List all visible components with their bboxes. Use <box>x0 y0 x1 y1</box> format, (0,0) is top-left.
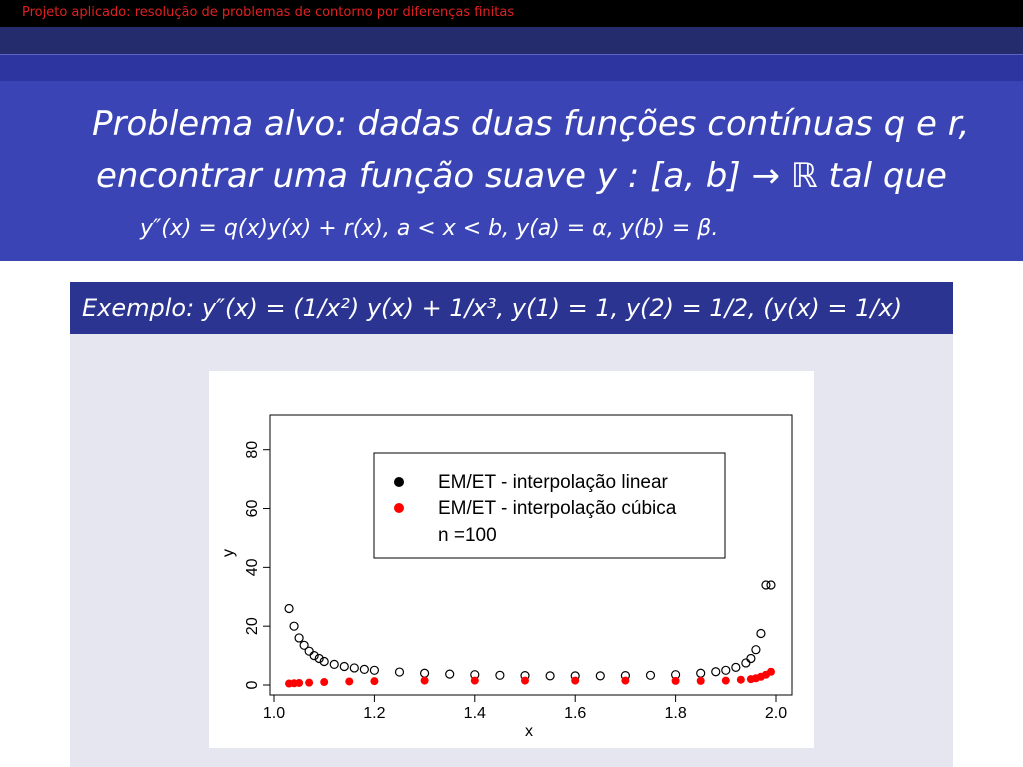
x-tick-label: 1.8 <box>664 705 687 722</box>
point-linear <box>722 666 730 674</box>
title-line-1: Problema alvo: dadas duas funções contínuas q e r, <box>92 104 970 144</box>
point-linear <box>757 630 765 638</box>
x-tick-label: 1.4 <box>463 705 486 722</box>
point-cubic <box>421 677 429 685</box>
point-linear <box>546 672 554 680</box>
point-linear <box>340 662 348 670</box>
point-linear <box>285 605 293 613</box>
header-band-dark <box>0 27 1023 54</box>
point-linear <box>596 672 604 680</box>
point-cubic <box>471 677 479 685</box>
point-linear <box>370 666 378 674</box>
y-tick-label: 60 <box>244 499 261 518</box>
x-axis-label: x <box>525 723 533 740</box>
title-line-2: encontrar uma função suave y : [a, b] → ℝ tal que <box>96 156 947 196</box>
header-band-mid <box>0 54 1023 81</box>
band-divider <box>0 54 1023 55</box>
y-tick-label: 40 <box>244 558 261 577</box>
point-cubic <box>737 676 745 684</box>
legend <box>374 453 725 558</box>
example-equation: Exemplo: y″(x) = (1/x²) y(x) + 1/x³, y(1) = 1, y(2) = 1/2, (y(x) = 1/x) <box>82 294 903 322</box>
point-linear <box>350 664 358 672</box>
point-linear <box>747 655 755 663</box>
scatter-chart <box>209 371 814 748</box>
point-linear <box>396 668 404 676</box>
y-tick-label: 20 <box>244 617 261 636</box>
legend-entry-linear: EM/ET - interpolação linear <box>438 472 668 493</box>
point-linear <box>767 581 775 589</box>
point-linear <box>752 646 760 654</box>
point-cubic <box>571 677 579 685</box>
legend-entry-n: n =100 <box>438 525 497 546</box>
running-title: Projeto aplicado: resolução de problemas de contorno por diferenças finitas <box>22 5 515 20</box>
point-linear <box>330 660 338 668</box>
boundary-value-equation: y″(x) = q(x)y(x) + r(x), a < x < b, y(a) = α, y(b) = β. <box>140 216 719 241</box>
point-cubic <box>305 679 313 687</box>
point-linear <box>290 622 298 630</box>
x-tick-label: 1.6 <box>564 705 587 722</box>
point-linear <box>647 671 655 679</box>
x-tick-label: 2.0 <box>764 705 788 722</box>
point-linear <box>712 668 720 676</box>
point-linear <box>732 663 740 671</box>
plot-panel <box>209 371 814 748</box>
example-block-header <box>70 282 953 334</box>
point-linear <box>742 659 750 667</box>
y-axis <box>244 441 270 690</box>
y-axis-label: y <box>220 549 237 557</box>
x-tick-label: 1.0 <box>262 705 286 722</box>
point-linear <box>446 670 454 678</box>
point-cubic <box>295 679 303 687</box>
point-cubic <box>345 677 353 685</box>
point-cubic <box>697 677 705 685</box>
legend-entry-cubic: EM/ET - interpolação cúbica <box>438 498 677 519</box>
point-cubic <box>621 677 629 685</box>
y-tick-label: 80 <box>244 440 261 459</box>
point-cubic <box>320 678 328 686</box>
point-cubic <box>521 677 529 685</box>
point-linear <box>697 669 705 677</box>
point-cubic <box>672 677 680 685</box>
legend-marker-cubic <box>394 503 404 513</box>
point-cubic <box>767 668 775 676</box>
point-linear <box>496 671 504 679</box>
point-linear <box>305 647 313 655</box>
running-header-bar <box>0 0 1023 27</box>
point-linear <box>295 634 303 642</box>
point-cubic <box>370 677 378 685</box>
legend-marker-linear <box>394 477 404 487</box>
point-linear <box>421 669 429 677</box>
x-tick-label: 1.2 <box>363 705 386 722</box>
data-points <box>285 581 775 688</box>
x-axis <box>263 695 787 722</box>
point-linear <box>360 665 368 673</box>
y-tick-label: 0 <box>244 680 261 690</box>
point-cubic <box>722 677 730 685</box>
